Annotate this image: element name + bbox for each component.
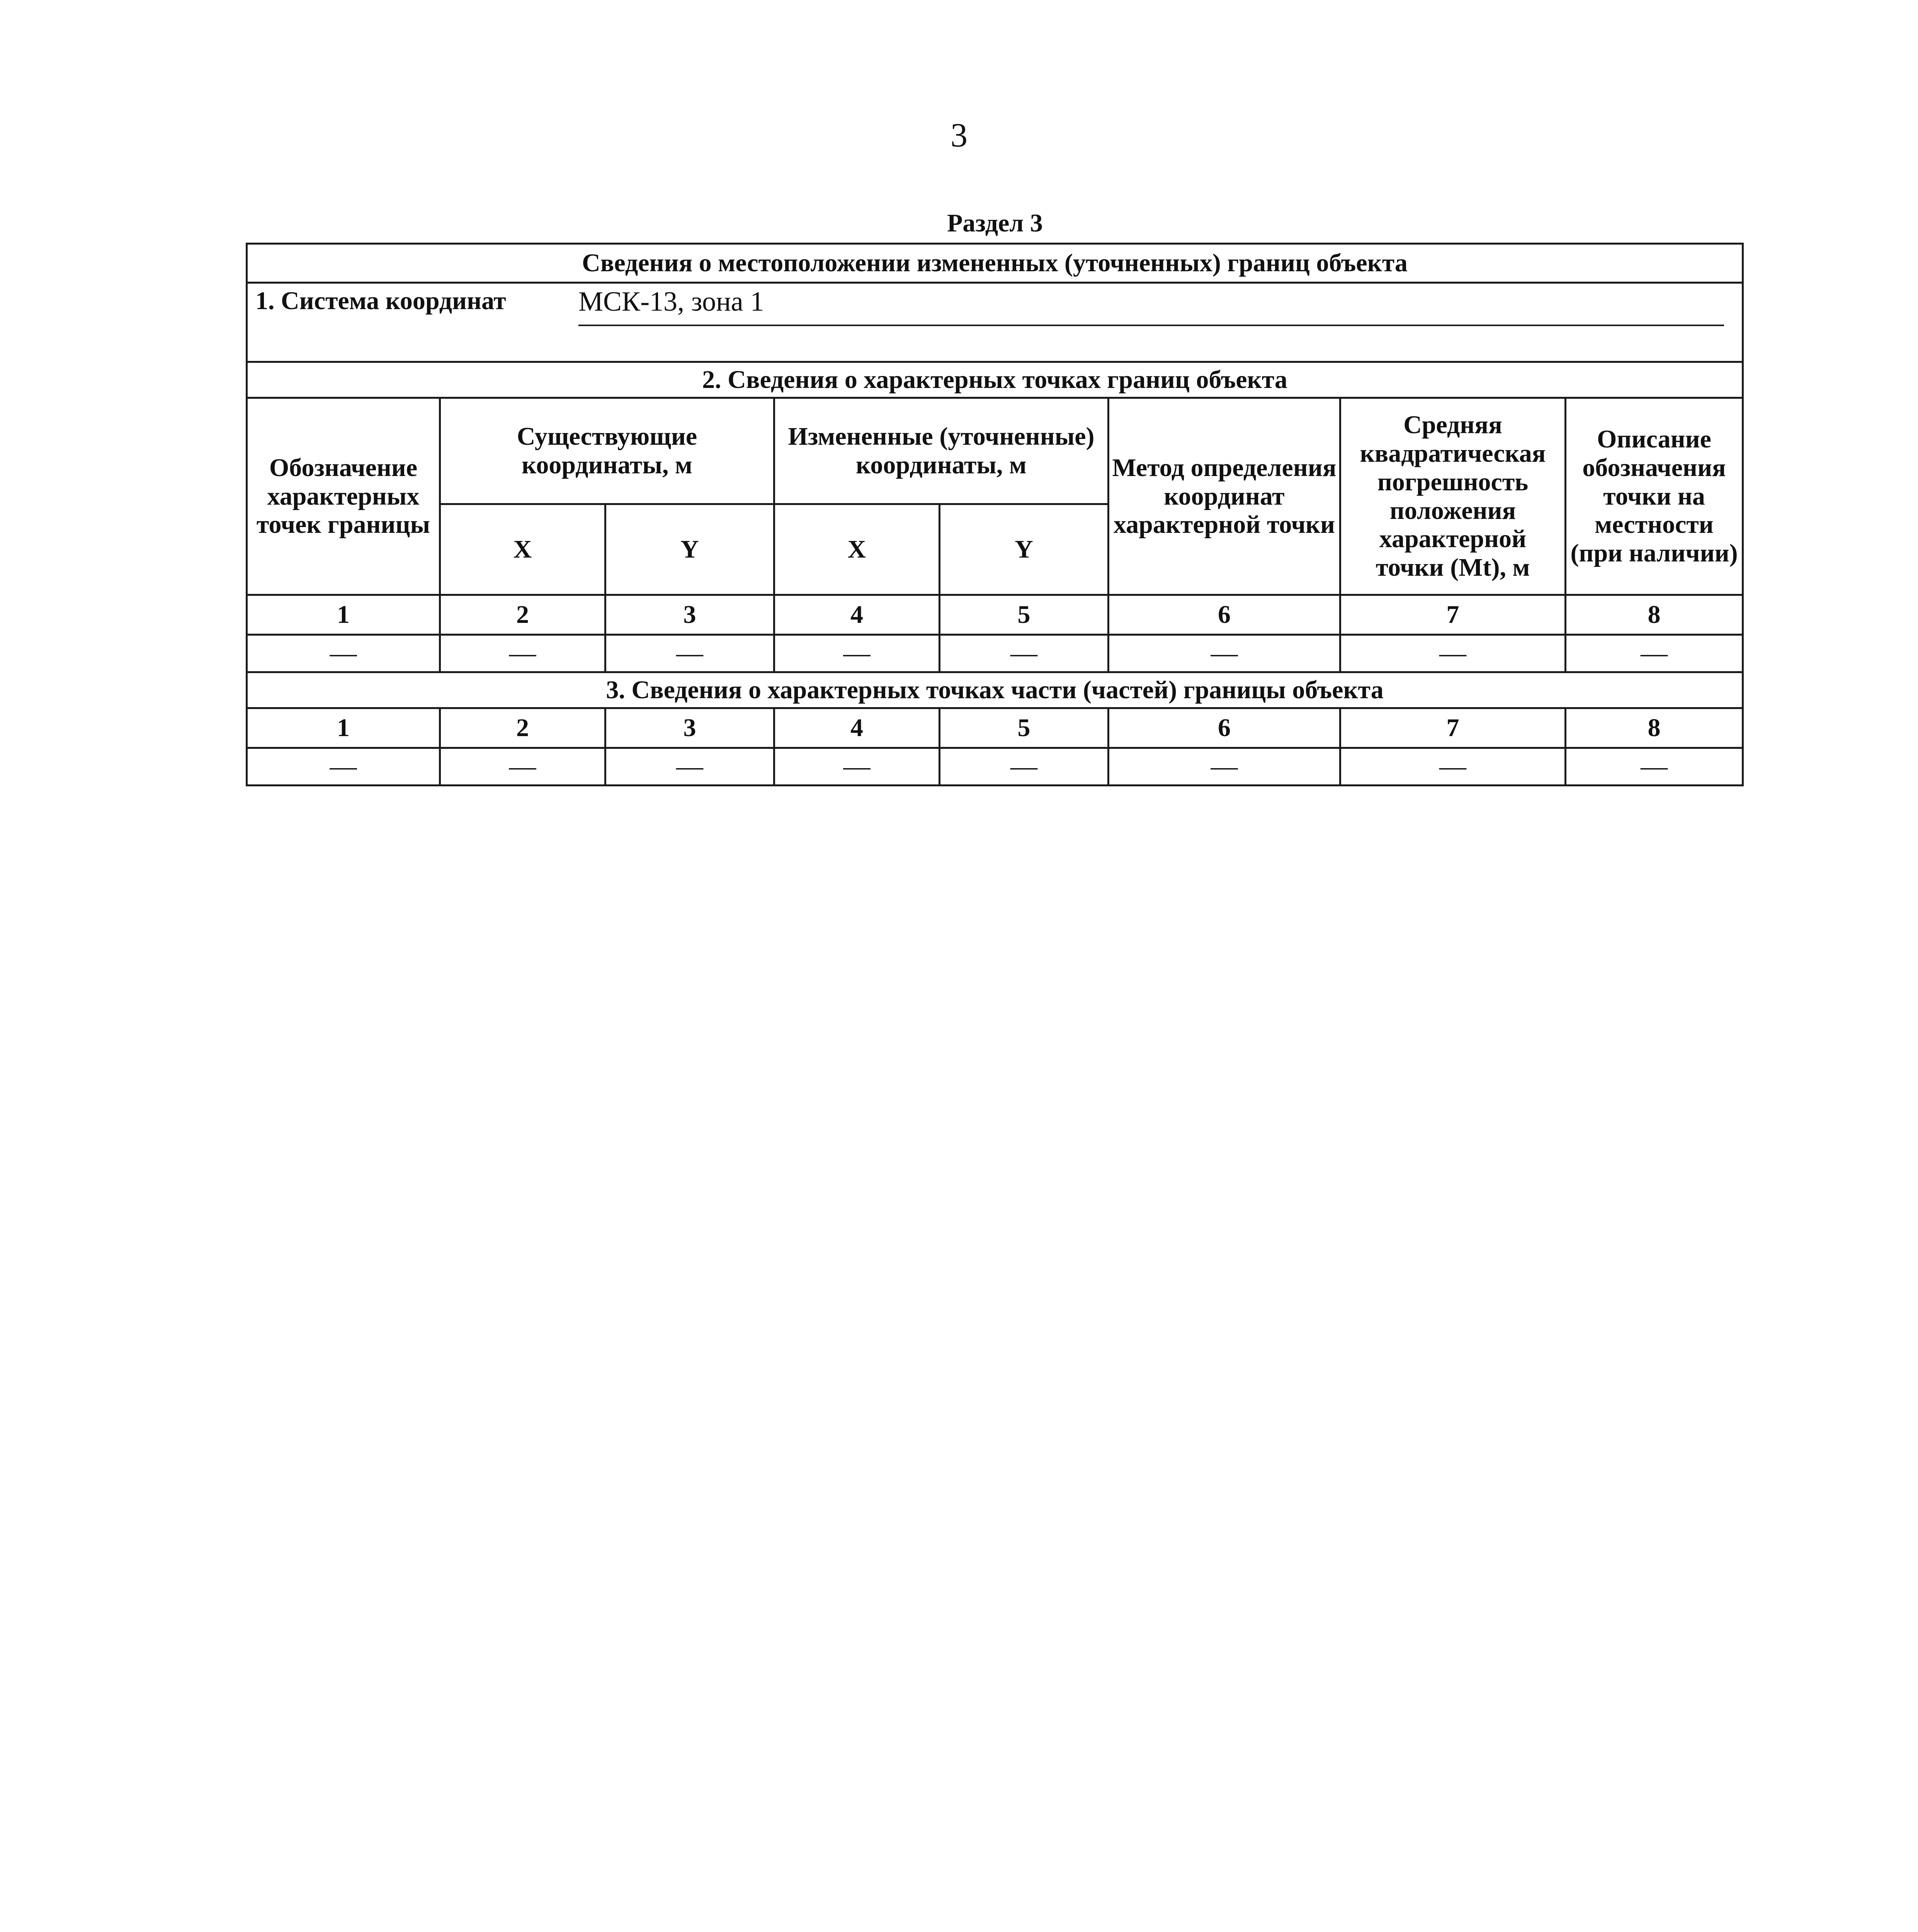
column-number: 8: [1566, 708, 1743, 748]
column-number-row: [247, 595, 1743, 635]
table-cell: —: [1340, 748, 1566, 786]
table-cell: —: [605, 635, 774, 672]
table-cell: —: [1340, 635, 1566, 672]
column-number: 4: [774, 708, 940, 748]
coordinate-system-row: [247, 283, 1743, 362]
characteristic-points-heading-row: [247, 362, 1743, 398]
part-column-number-row: [247, 708, 1743, 748]
column-number: 7: [1340, 708, 1566, 748]
table-cell: —: [774, 635, 940, 672]
table-title: Сведения о местоположении измененных (уточненных) границ объекта: [247, 244, 1743, 283]
table-cell: —: [247, 635, 440, 672]
table-row: [247, 748, 1743, 786]
column-number: 7: [1340, 595, 1566, 635]
coordinate-system-label: 1. Система координат: [255, 287, 506, 315]
characteristic-points-heading: 2. Сведения о характерных точках границ объекта: [247, 362, 1743, 398]
table-row: [247, 635, 1743, 672]
header-existing-x: X: [440, 504, 605, 595]
column-number: 4: [774, 595, 940, 635]
table-cell: —: [940, 748, 1109, 786]
table-cell: —: [774, 748, 940, 786]
table-cell: —: [440, 748, 605, 786]
section-title: Раздел 3: [947, 209, 1043, 237]
column-number: 5: [940, 708, 1109, 748]
part-points-heading-row: [247, 672, 1743, 708]
table-cell: —: [1566, 635, 1743, 672]
header-method: Метод определения координат характерной точки: [1109, 398, 1340, 595]
column-number: 5: [940, 595, 1109, 635]
column-number: 2: [440, 708, 605, 748]
column-number: 6: [1109, 595, 1340, 635]
boundary-table: [246, 243, 1744, 786]
column-header-row: [247, 398, 1743, 504]
table-cell: —: [1566, 748, 1743, 786]
table-cell: —: [605, 748, 774, 786]
header-point-description: Описание обозначения точки на местности (при наличии): [1566, 398, 1743, 595]
part-points-heading: 3. Сведения о характерных точках части (частей) границы объекта: [247, 672, 1743, 708]
coordinate-system-underline: [578, 325, 1724, 326]
header-changed-coordinates: Измененные (уточненные) координаты, м: [774, 398, 1109, 504]
table-cell: —: [1109, 748, 1340, 786]
column-number: 3: [605, 595, 774, 635]
page-number: 3: [950, 117, 968, 154]
table-cell: —: [1109, 635, 1340, 672]
header-existing-y: Y: [605, 504, 774, 595]
coordinate-system-value: МСК-13, зона 1: [578, 286, 764, 317]
table-cell: —: [940, 635, 1109, 672]
coordinate-system-cell: [247, 283, 1743, 362]
column-number: 8: [1566, 595, 1743, 635]
header-changed-y: Y: [940, 504, 1109, 595]
table-title-row: [247, 244, 1743, 283]
header-mean-square-error: Средняя квадратическая погрешность положения характерной точки (Mt), м: [1340, 398, 1566, 595]
column-number: 3: [605, 708, 774, 748]
header-designation: Обозначение характерных точек границы: [247, 398, 440, 595]
table-cell: —: [440, 635, 605, 672]
column-number: 1: [247, 595, 440, 635]
column-number: 6: [1109, 708, 1340, 748]
column-number: 1: [247, 708, 440, 748]
header-changed-x: X: [774, 504, 940, 595]
column-number: 2: [440, 595, 605, 635]
header-existing-coordinates: Существующие координаты, м: [440, 398, 774, 504]
table-cell: —: [247, 748, 440, 786]
